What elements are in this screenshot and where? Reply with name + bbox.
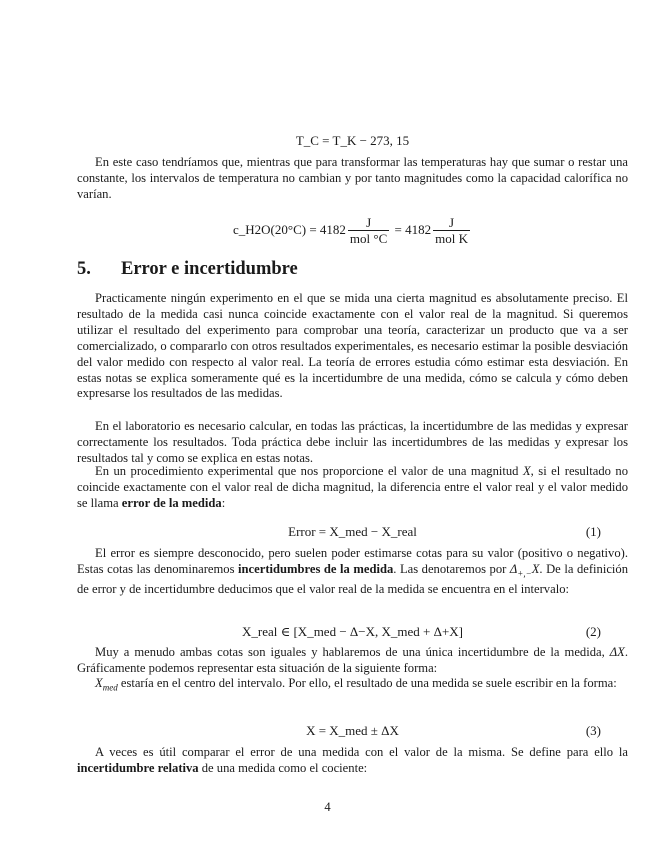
equation-mid: = 4182 bbox=[394, 221, 432, 237]
equation-heat-capacity bbox=[77, 216, 628, 246]
fraction-denominator: mol °C bbox=[349, 231, 388, 246]
paragraph-error: El error es siempre desconocido, pero suelen poder estimarse cotas para su valor (positivo o negativo). Estas cotas las denominaremos incertidumbres de la medida. Las denotaremos por $\Delta_{+,-}X$. De la definición de error y de incertidumbre deducimos que el valor real de la medida se encuentra en el intervalo: bbox=[77, 546, 628, 597]
paragraph-intro: Practicamente ningún experimento en el que se mida una cierta magnitud es absolutamente preciso. El resultado de la medida casi nunca coincide exactamente con el valor real de la magnitud. Si queremos utilizar el resultado del experimento para comprobar una teoría, caracterizar un producto que va a ser comercializado, o compararlo con otros resultados experimentales, es necesario estimar la posible desviación del valor medido con respecto al valor real. La teoría de errores estudia cómo estimar esta desviación. En estas notas se explica someramente qué es la incertidumbre de una medida, cómo se calcula y cómo deben expresarse los resultados de las medidas. bbox=[77, 291, 628, 401]
text-run: , si el resultado no coincide exactamente con el valor real de dicha magnitud, la diferencia entre el valor real y el valor medido se llama bbox=[77, 464, 628, 510]
text-run: de una medida como el cociente: bbox=[198, 760, 368, 775]
equation-number: (2) bbox=[585, 624, 601, 639]
equation-text: X_real ∈ [X_med − Δ−X, X_med + Δ+X] bbox=[241, 624, 463, 639]
section-number: 5. bbox=[77, 259, 91, 279]
fraction-denominator: mol K bbox=[435, 231, 468, 246]
equation-2 bbox=[77, 624, 628, 640]
text-run: . Las denotaremos por bbox=[393, 561, 510, 576]
paragraph-procedure: En un procedimiento experimental que nos proporcione el valor de una magnitud X, si el resultado no coincide exactamente con el valor real de dicha magnitud, la diferencia entre el valor real y el valor medido se llama error de la medida: bbox=[77, 464, 628, 510]
equation-number: (3) bbox=[585, 723, 601, 738]
equation-text: Error = X_med − X_real bbox=[288, 524, 417, 539]
text-run: En un procedimiento experimental que nos proporcione el valor de una magnitud bbox=[95, 464, 523, 478]
paragraph-laboratory: En el laboratorio es necesario calcular, en todas las prácticas, la incertidumbre de las medidas y expresar correctamente los resultados. Toda práctica debe incluir las incertidumbres de las medidas y expresar los resultados tal y como se explica en estas notas. bbox=[77, 419, 628, 465]
equation-number: (1) bbox=[585, 524, 601, 539]
equation-text: T_C = T_K − 273, 15 bbox=[295, 133, 410, 148]
equation-text: X = X_med ± ΔX bbox=[306, 723, 399, 738]
equation-1 bbox=[77, 524, 628, 540]
text-run: Muy a menudo ambas cotas son iguales y hablaremos de una única incertidumbre de la medida, bbox=[95, 645, 610, 659]
fraction-numerator: J bbox=[366, 215, 372, 230]
text-run: . De la definición de error y de incertidumbre deducimos que el valor real de la medida se encuentra en el intervalo: bbox=[77, 561, 628, 597]
fraction-numerator: J bbox=[449, 215, 455, 230]
term-incertidumbre-relativa: incertidumbre relativa bbox=[77, 760, 199, 775]
equation-lhs: c_H2O(20°C) = 4182 bbox=[233, 221, 346, 237]
paragraph-muy-a-menudo: Muy a menudo ambas cotas son iguales y hablaremos de una única incertidumbre de la medida, ΔX. Gráficamente podemos representar esta situación de la siguiente forma: bbox=[77, 645, 628, 675]
section-heading bbox=[77, 258, 298, 280]
paragraph-a-veces bbox=[77, 745, 628, 777]
text-run: estaría en el centro del intervalo. Por ello, el resultado de una medida se suele escribir en la forma: bbox=[117, 676, 617, 690]
equation-3 bbox=[77, 723, 628, 739]
term-error-de-la-medida: error de la medida bbox=[121, 495, 222, 510]
text-run: . Gráficamente podemos representar esta situación de la siguiente forma: bbox=[77, 645, 628, 675]
fraction-1 bbox=[348, 216, 389, 246]
paragraph-temperature: En este caso tendríamos que, mientras que para transformar las temperaturas hay que sumar o restar una constante, los intervalos de temperatura no cambian y por tanto magnitudes como la capacidad calorífica no varían. bbox=[77, 155, 628, 201]
term-incertidumbres: incertidumbres de la medida bbox=[238, 561, 394, 576]
text-run: El error es siempre desconocido, pero suelen poder estimarse cotas para su valor (positivo o negativo). Estas cotas las denominaremos bbox=[77, 546, 628, 576]
fraction-2 bbox=[433, 216, 470, 246]
text-run: A veces es útil comparar el error de una medida con el valor de la misma. Se define para ello la bbox=[95, 745, 628, 759]
paragraph-xmed: $X_{med}$ estaría en el centro del intervalo. Por ello, el resultado de una medida se suele escribir en la forma: bbox=[95, 676, 617, 693]
page-number: 4 bbox=[324, 800, 331, 814]
equation-celsius-kelvin bbox=[77, 133, 628, 149]
section-title: Error e incertidumbre bbox=[121, 259, 298, 279]
